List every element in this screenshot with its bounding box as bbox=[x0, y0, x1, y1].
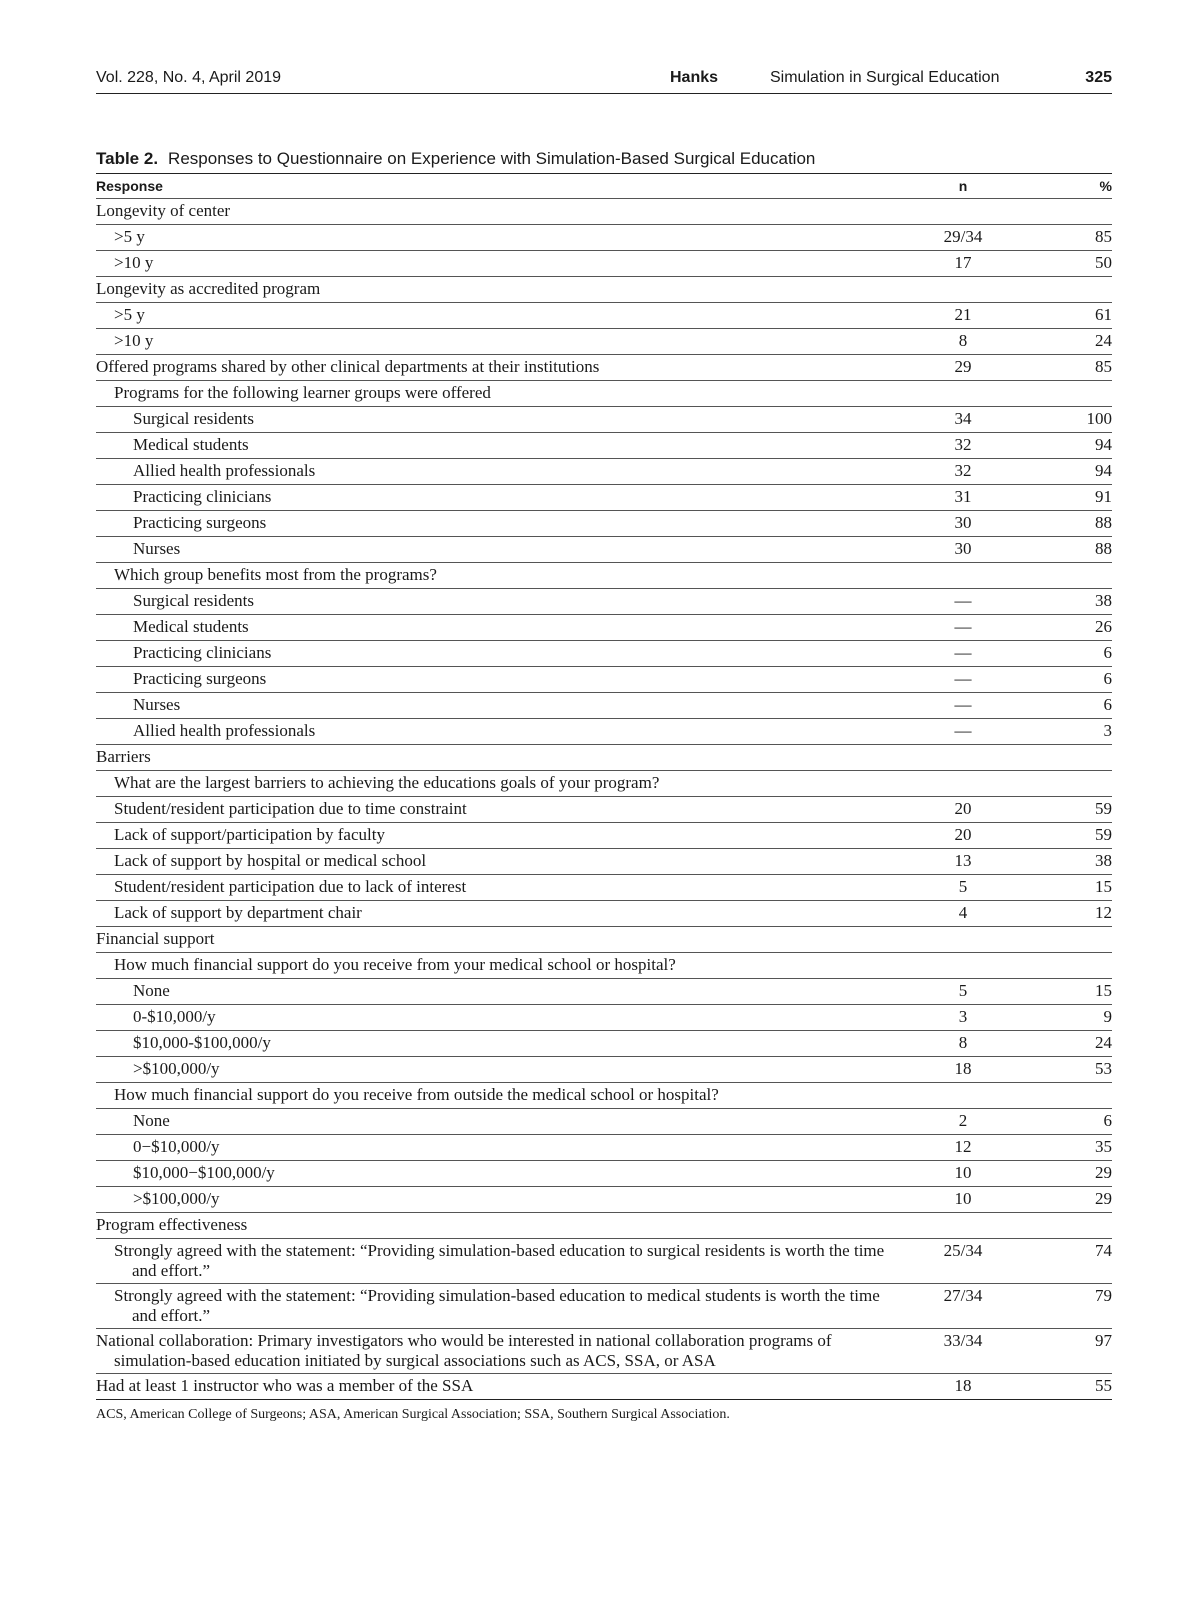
percent-cell bbox=[1028, 563, 1112, 589]
response-cell: Financial support bbox=[96, 927, 898, 953]
n-cell: 20 bbox=[898, 823, 1028, 849]
response-cell: Barriers bbox=[96, 745, 898, 771]
running-author: Hanks bbox=[670, 69, 719, 86]
percent-cell: 29 bbox=[1028, 1187, 1112, 1213]
n-cell: 8 bbox=[898, 329, 1028, 355]
response-cell: Nurses bbox=[96, 693, 898, 719]
table-row bbox=[96, 485, 1112, 511]
percent-cell bbox=[1028, 927, 1112, 953]
n-cell bbox=[898, 381, 1028, 407]
table-row bbox=[96, 199, 1112, 225]
table-row bbox=[96, 927, 1112, 953]
response-cell: None bbox=[96, 979, 898, 1005]
table-row bbox=[96, 823, 1112, 849]
table-row bbox=[96, 1135, 1112, 1161]
table-caption bbox=[96, 147, 1112, 174]
percent-cell: 29 bbox=[1028, 1161, 1112, 1187]
response-cell: 0-$10,000/y bbox=[96, 1005, 898, 1031]
response-cell: Practicing clinicians bbox=[96, 485, 898, 511]
percent-cell: 12 bbox=[1028, 901, 1112, 927]
n-cell: 27/34 bbox=[898, 1284, 1028, 1329]
response-cell: None bbox=[96, 1109, 898, 1135]
table-row bbox=[96, 407, 1112, 433]
response-cell: Student/resident participation due to time constraint bbox=[96, 797, 898, 823]
response-cell: Medical students bbox=[96, 433, 898, 459]
response-cell: >10 y bbox=[96, 329, 898, 355]
percent-cell: 38 bbox=[1028, 589, 1112, 615]
percent-cell: 55 bbox=[1028, 1374, 1112, 1400]
response-cell: Medical students bbox=[96, 615, 898, 641]
table-row bbox=[96, 355, 1112, 381]
response-cell: Surgical residents bbox=[96, 589, 898, 615]
table-row bbox=[96, 381, 1112, 407]
percent-cell: 59 bbox=[1028, 797, 1112, 823]
n-cell: 8 bbox=[898, 1031, 1028, 1057]
percent-cell: 59 bbox=[1028, 823, 1112, 849]
n-cell: 18 bbox=[898, 1374, 1028, 1400]
table-2 bbox=[96, 147, 1112, 1424]
percent-cell: 38 bbox=[1028, 849, 1112, 875]
table-row bbox=[96, 537, 1112, 563]
table-label: Table 2. bbox=[96, 149, 159, 168]
response-cell: Strongly agreed with the statement: “Providing simulation-based education to surgical residents is worth the time and effort.” bbox=[96, 1239, 898, 1284]
percent-cell bbox=[1028, 381, 1112, 407]
n-cell: 34 bbox=[898, 407, 1028, 433]
percent-cell: 6 bbox=[1028, 693, 1112, 719]
table-row bbox=[96, 277, 1112, 303]
response-cell: >10 y bbox=[96, 251, 898, 277]
n-cell bbox=[898, 563, 1028, 589]
n-cell bbox=[898, 1083, 1028, 1109]
table-row bbox=[96, 641, 1112, 667]
n-cell bbox=[898, 745, 1028, 771]
n-cell: — bbox=[898, 641, 1028, 667]
response-cell: Lack of support/participation by faculty bbox=[96, 823, 898, 849]
response-cell: >5 y bbox=[96, 303, 898, 329]
response-cell: $10,000-$100,000/y bbox=[96, 1031, 898, 1057]
response-cell: Program effectiveness bbox=[96, 1213, 898, 1239]
percent-cell bbox=[1028, 771, 1112, 797]
n-cell: 2 bbox=[898, 1109, 1028, 1135]
percent-cell: 94 bbox=[1028, 433, 1112, 459]
n-cell: 3 bbox=[898, 1005, 1028, 1031]
table-body bbox=[96, 199, 1112, 1400]
percent-cell: 91 bbox=[1028, 485, 1112, 511]
response-cell: Allied health professionals bbox=[96, 459, 898, 485]
response-cell: Programs for the following learner groups were offered bbox=[96, 381, 898, 407]
response-cell: Had at least 1 instructor who was a member of the SSA bbox=[96, 1374, 898, 1400]
response-cell: Strongly agreed with the statement: “Providing simulation-based education to medical students is worth the time and effort.” bbox=[96, 1284, 898, 1329]
percent-cell: 61 bbox=[1028, 303, 1112, 329]
percent-cell bbox=[1028, 1083, 1112, 1109]
percent-cell: 6 bbox=[1028, 641, 1112, 667]
column-header-n: n bbox=[898, 174, 1028, 199]
table-row bbox=[96, 303, 1112, 329]
table-row bbox=[96, 1161, 1112, 1187]
n-cell: 25/34 bbox=[898, 1239, 1028, 1284]
percent-cell: 88 bbox=[1028, 537, 1112, 563]
response-cell: What are the largest barriers to achieving the educations goals of your program? bbox=[96, 771, 898, 797]
percent-cell: 97 bbox=[1028, 1329, 1112, 1374]
n-cell: 33/34 bbox=[898, 1329, 1028, 1374]
percent-cell: 88 bbox=[1028, 511, 1112, 537]
n-cell: 4 bbox=[898, 901, 1028, 927]
running-title: Simulation in Surgical Education bbox=[770, 69, 1000, 86]
response-cell: How much financial support do you receive from your medical school or hospital? bbox=[96, 953, 898, 979]
table-row bbox=[96, 1083, 1112, 1109]
response-cell: Allied health professionals bbox=[96, 719, 898, 745]
journal-volume-issue: Vol. 228, No. 4, April 2019 bbox=[96, 69, 282, 86]
table-row bbox=[96, 797, 1112, 823]
response-cell: Longevity of center bbox=[96, 199, 898, 225]
percent-cell: 24 bbox=[1028, 329, 1112, 355]
percent-cell: 9 bbox=[1028, 1005, 1112, 1031]
n-cell: 5 bbox=[898, 979, 1028, 1005]
n-cell: — bbox=[898, 693, 1028, 719]
column-header-percent: % bbox=[1028, 174, 1112, 199]
response-cell: Lack of support by hospital or medical school bbox=[96, 849, 898, 875]
n-cell: — bbox=[898, 667, 1028, 693]
n-cell: — bbox=[898, 719, 1028, 745]
response-cell: >$100,000/y bbox=[96, 1057, 898, 1083]
n-cell: 18 bbox=[898, 1057, 1028, 1083]
n-cell: 21 bbox=[898, 303, 1028, 329]
percent-cell bbox=[1028, 953, 1112, 979]
table-row bbox=[96, 771, 1112, 797]
n-cell: 20 bbox=[898, 797, 1028, 823]
table-row bbox=[96, 1374, 1112, 1400]
table-row bbox=[96, 849, 1112, 875]
percent-cell: 50 bbox=[1028, 251, 1112, 277]
table-row bbox=[96, 1187, 1112, 1213]
table-row bbox=[96, 953, 1112, 979]
column-header-response: Response bbox=[96, 174, 898, 199]
table-row bbox=[96, 1329, 1112, 1374]
percent-cell: 15 bbox=[1028, 875, 1112, 901]
percent-cell: 100 bbox=[1028, 407, 1112, 433]
percent-cell: 35 bbox=[1028, 1135, 1112, 1161]
table-title: Responses to Questionnaire on Experience with Simulation-Based Surgical Education bbox=[168, 149, 816, 168]
page-number: 325 bbox=[1085, 69, 1112, 86]
response-cell: >$100,000/y bbox=[96, 1187, 898, 1213]
n-cell bbox=[898, 953, 1028, 979]
percent-cell: 3 bbox=[1028, 719, 1112, 745]
n-cell: 10 bbox=[898, 1161, 1028, 1187]
table-row bbox=[96, 719, 1112, 745]
response-cell: Surgical residents bbox=[96, 407, 898, 433]
table-row bbox=[96, 459, 1112, 485]
table-row bbox=[96, 1284, 1112, 1329]
n-cell: 32 bbox=[898, 459, 1028, 485]
table-row bbox=[96, 1109, 1112, 1135]
n-cell: — bbox=[898, 615, 1028, 641]
percent-cell: 94 bbox=[1028, 459, 1112, 485]
n-cell: 32 bbox=[898, 433, 1028, 459]
n-cell: 10 bbox=[898, 1187, 1028, 1213]
percent-cell bbox=[1028, 199, 1112, 225]
percent-cell: 74 bbox=[1028, 1239, 1112, 1284]
n-cell: 30 bbox=[898, 537, 1028, 563]
table-row bbox=[96, 1239, 1112, 1284]
table-row bbox=[96, 329, 1112, 355]
response-cell: Nurses bbox=[96, 537, 898, 563]
percent-cell: 6 bbox=[1028, 667, 1112, 693]
percent-cell bbox=[1028, 277, 1112, 303]
percent-cell: 26 bbox=[1028, 615, 1112, 641]
responses-table bbox=[96, 174, 1112, 1400]
table-row bbox=[96, 693, 1112, 719]
response-cell: $10,000−$100,000/y bbox=[96, 1161, 898, 1187]
n-cell bbox=[898, 277, 1028, 303]
table-row bbox=[96, 875, 1112, 901]
response-cell: 0−$10,000/y bbox=[96, 1135, 898, 1161]
n-cell: 31 bbox=[898, 485, 1028, 511]
percent-cell: 79 bbox=[1028, 1284, 1112, 1329]
table-row bbox=[96, 433, 1112, 459]
table-row bbox=[96, 1057, 1112, 1083]
table-row bbox=[96, 225, 1112, 251]
n-cell bbox=[898, 771, 1028, 797]
percent-cell: 24 bbox=[1028, 1031, 1112, 1057]
table-row bbox=[96, 667, 1112, 693]
percent-cell: 85 bbox=[1028, 355, 1112, 381]
response-cell: >5 y bbox=[96, 225, 898, 251]
table-row bbox=[96, 1005, 1112, 1031]
percent-cell bbox=[1028, 1213, 1112, 1239]
percent-cell bbox=[1028, 745, 1112, 771]
percent-cell: 6 bbox=[1028, 1109, 1112, 1135]
response-cell: How much financial support do you receive from outside the medical school or hospital? bbox=[96, 1083, 898, 1109]
percent-cell: 15 bbox=[1028, 979, 1112, 1005]
n-cell: 29 bbox=[898, 355, 1028, 381]
table-row bbox=[96, 563, 1112, 589]
table-row bbox=[96, 615, 1112, 641]
table-row bbox=[96, 511, 1112, 537]
response-cell: National collaboration: Primary investigators who would be interested in national collaboration programs of simulation-based education initiated by surgical associations such as ACS, SSA, or ASA bbox=[96, 1329, 898, 1374]
n-cell bbox=[898, 927, 1028, 953]
table-footnote: ACS, American College of Surgeons; ASA, American Surgical Association; SSA, Southern Surgical Association. bbox=[96, 1407, 730, 1422]
table-row bbox=[96, 979, 1112, 1005]
n-cell: 12 bbox=[898, 1135, 1028, 1161]
n-cell: 5 bbox=[898, 875, 1028, 901]
response-cell: Which group benefits most from the programs? bbox=[96, 563, 898, 589]
n-cell: 30 bbox=[898, 511, 1028, 537]
n-cell bbox=[898, 199, 1028, 225]
response-cell: Longevity as accredited program bbox=[96, 277, 898, 303]
response-cell: Practicing surgeons bbox=[96, 511, 898, 537]
response-cell: Offered programs shared by other clinical departments at their institutions bbox=[96, 355, 898, 381]
percent-cell: 85 bbox=[1028, 225, 1112, 251]
running-head bbox=[96, 66, 1112, 94]
n-cell: 17 bbox=[898, 251, 1028, 277]
response-cell: Practicing clinicians bbox=[96, 641, 898, 667]
table-row bbox=[96, 901, 1112, 927]
table-row bbox=[96, 251, 1112, 277]
n-cell: 29/34 bbox=[898, 225, 1028, 251]
response-cell: Student/resident participation due to lack of interest bbox=[96, 875, 898, 901]
table-header-row bbox=[96, 174, 1112, 199]
response-cell: Lack of support by department chair bbox=[96, 901, 898, 927]
table-row bbox=[96, 589, 1112, 615]
n-cell: — bbox=[898, 589, 1028, 615]
table-row bbox=[96, 1031, 1112, 1057]
n-cell bbox=[898, 1213, 1028, 1239]
table-row bbox=[96, 1213, 1112, 1239]
percent-cell: 53 bbox=[1028, 1057, 1112, 1083]
n-cell: 13 bbox=[898, 849, 1028, 875]
response-cell: Practicing surgeons bbox=[96, 667, 898, 693]
table-row bbox=[96, 745, 1112, 771]
